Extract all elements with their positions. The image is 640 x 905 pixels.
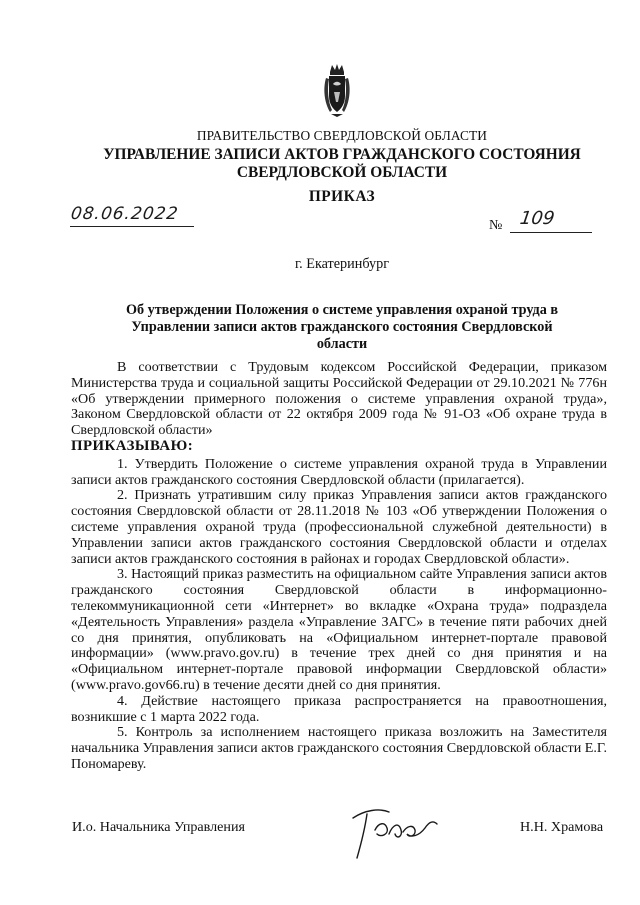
order-date: 08.06.2022 <box>69 204 180 224</box>
order-item: 1. Утвердить Положение о системе управления охраной труда в Управлении записи актов гражданского состояния Свердловской области (прилагается). <box>71 455 607 488</box>
preamble: В соответствии с Трудовым кодексом Российской Федерации, приказом Министерства труда и социальной защиты Российской Федерации от 29.10.2021 № 776н «Об утверждении примерного положения о системе управления охраной труда», Законом Свердловской области от 22 октября 2009 года № 91-ОЗ «Об охране труда в Свердловской области» <box>71 359 607 439</box>
document-type: ПРИКАЗ <box>308 188 376 205</box>
order-item: 4. Действие настоящего приказа распространяется на правоотношения, возникшие с 1 марта 2022 года. <box>71 692 607 725</box>
government-name: ПРАВИТЕЛЬСТВО СВЕРДЛОВСКОЙ ОБЛАСТИ <box>196 128 488 143</box>
department-name: УПРАВЛЕНИЕ ЗАПИСИ АКТОВ ГРАЖДАНСКОГО СОСТОЯНИЯ СВЕРДЛОВСКОЙ ОБЛАСТИ <box>103 146 581 181</box>
order-item: 2. Признать утратившим силу приказ Управления записи актов гражданского состояния Свердловской области от 28.11.2018 № 103 «Об утверждении Положения о системе управления охраной труда (профессиональной служебной деятельности) в Управлении записи актов гражданского состояния Свердловской области и отделах записи актов гражданского состояния в районах и городах Свердловской области». <box>71 487 607 567</box>
order-item: 5. Контроль за исполнением настоящего приказа возложить на Заместителя начальника Управления записи актов гражданского состояния Свердловской области Е.Г. Пономареву. <box>71 724 607 772</box>
order-item: 3. Настоящий приказ разместить на официальном сайте Управления записи актов гражданского состояния Свердловской области в информационно-телекоммуникационной сети «Интернет» во вкладке «Охрана труда» подраздела «Деятельность Управления» раздела «Управление ЗАГС» в течение пяти рабочих дней со дня принятия, опубликовать на «Официальном интернет-портале правовой информации» (www.pravo.gov.ru) в течение трех дней со дня принятия и на «Официальном интернет-портале правовой информации Свердловской области» (www.pravo.gov66.ru) в течение десяти дней со дня принятия. <box>71 566 607 693</box>
date-underline <box>70 226 194 227</box>
number-label: № <box>489 218 503 233</box>
order-word: ПРИКАЗЫВАЮ: <box>71 437 194 454</box>
order-subject: Об утверждении Положения о системе управления охраной труда в Управлении записи актов гражданского состояния Свердловской области <box>125 302 559 352</box>
city: г. Екатеринбург <box>294 256 390 272</box>
order-number: 109 <box>518 208 556 229</box>
signatory-title: И.о. Начальника Управления <box>72 819 245 835</box>
order-body <box>71 360 607 773</box>
signatory-name: Н.Н. Храмова <box>520 819 604 835</box>
handwritten-signature <box>345 800 445 862</box>
number-underline <box>510 232 592 233</box>
coat-of-arms-icon <box>322 62 352 118</box>
